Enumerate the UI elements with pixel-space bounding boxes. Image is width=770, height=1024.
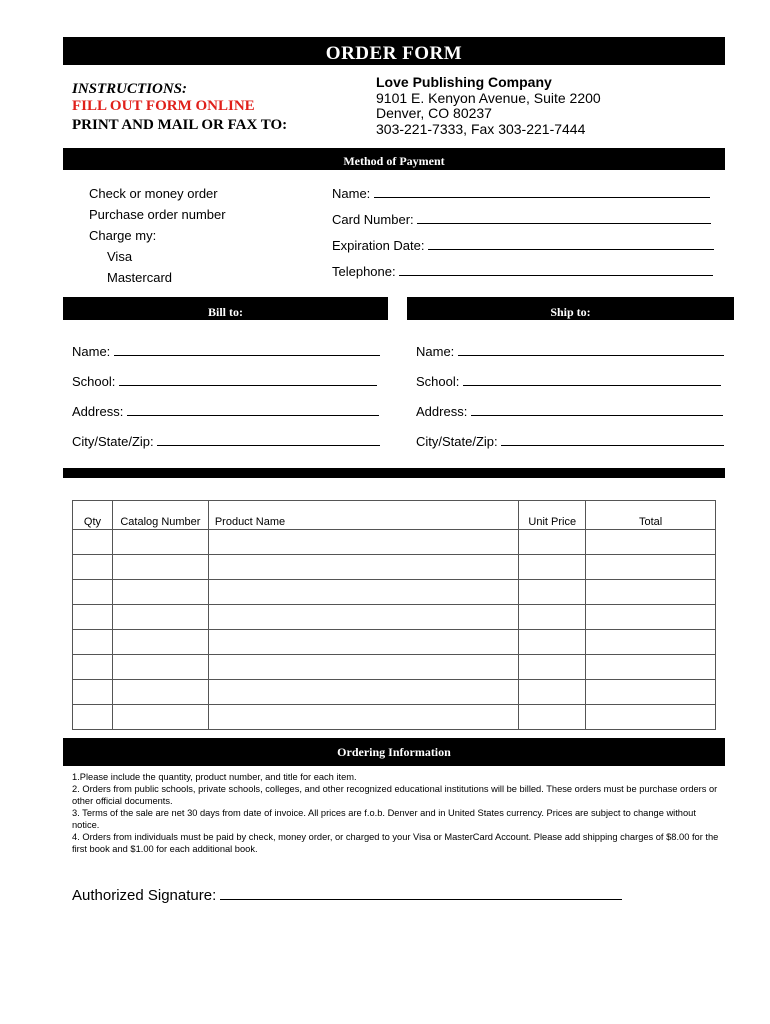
ordering-info-bar	[63, 738, 725, 766]
bill-name-label: Name:	[72, 344, 111, 359]
cell-unit-price[interactable]	[519, 705, 586, 730]
bill-address-label: Address:	[72, 404, 124, 419]
cell-unit-price[interactable]	[519, 580, 586, 605]
table-row	[73, 655, 716, 680]
cell-total[interactable]	[586, 705, 716, 730]
cell-product-name[interactable]	[208, 605, 518, 630]
bill-name-line[interactable]	[114, 343, 380, 356]
cell-catalog-number[interactable]	[112, 530, 208, 555]
cell-total[interactable]	[586, 630, 716, 655]
ship-school-line[interactable]	[463, 373, 721, 386]
cell-qty[interactable]	[73, 680, 113, 705]
cell-unit-price[interactable]	[519, 530, 586, 555]
cell-product-name[interactable]	[208, 630, 518, 655]
company-name: Love Publishing Company	[376, 74, 552, 90]
option-charge: Charge my:	[89, 228, 157, 243]
cell-unit-price[interactable]	[519, 630, 586, 655]
cell-catalog-number[interactable]	[112, 580, 208, 605]
cell-unit-price[interactable]	[519, 680, 586, 705]
payment-heading: Method of Payment	[343, 154, 445, 168]
col-product-name: Product Name	[208, 501, 518, 530]
ordering-note-1: 1.Please include the quantity, product number, and title for each item.	[72, 772, 357, 782]
instructions-heading: INSTRUCTIONS:	[72, 81, 188, 97]
ship-school-label: School:	[416, 374, 460, 389]
bill-name-field[interactable]	[72, 343, 380, 359]
table-row	[73, 605, 716, 630]
bill-city-field[interactable]	[72, 433, 380, 449]
signature-label: Authorized Signature:	[72, 887, 217, 904]
cell-catalog-number[interactable]	[112, 655, 208, 680]
instructions-print: PRINT AND MAIL OR FAX TO:	[72, 117, 288, 133]
cell-total[interactable]	[586, 655, 716, 680]
bill-to-heading: Bill to:	[208, 305, 243, 319]
section-divider	[63, 468, 725, 478]
payment-name-label: Name:	[332, 186, 371, 201]
cell-product-name[interactable]	[208, 530, 518, 555]
ordering-note-2: 2. Orders from public schools, private schools, colleges, and other recognized educational institutions will be billed. These orders must be purchase orders or other official documents.	[72, 784, 718, 806]
cell-total[interactable]	[586, 580, 716, 605]
table-header-row	[73, 501, 716, 530]
expiration-date-line[interactable]	[428, 237, 714, 250]
bill-school-field[interactable]	[72, 373, 377, 389]
cell-catalog-number[interactable]	[112, 555, 208, 580]
cell-unit-price[interactable]	[519, 605, 586, 630]
instructions-online: FILL OUT FORM ONLINE	[72, 98, 255, 114]
cell-qty[interactable]	[73, 580, 113, 605]
expiration-date-field[interactable]	[332, 237, 714, 253]
cell-product-name[interactable]	[208, 655, 518, 680]
option-check[interactable]: Check or money order	[89, 186, 218, 201]
ordering-note-3: 3. Terms of the sale are net 30 days from date of invoice. All prices are f.o.b. Denver and in United States currency. Prices are subject to change without notice.	[72, 808, 696, 830]
cell-total[interactable]	[586, 605, 716, 630]
ship-name-label: Name:	[416, 344, 455, 359]
ship-school-field[interactable]	[416, 373, 721, 389]
cell-unit-price[interactable]	[519, 555, 586, 580]
bill-address-line[interactable]	[127, 403, 379, 416]
cell-unit-price[interactable]	[519, 655, 586, 680]
company-phone: 303-221-7333, Fax 303-221-7444	[376, 121, 586, 137]
ship-to-heading: Ship to:	[550, 305, 591, 319]
company-city: Denver, CO 80237	[376, 105, 492, 121]
ship-address-label: Address:	[416, 404, 468, 419]
cell-product-name[interactable]	[208, 705, 518, 730]
bill-city-line[interactable]	[157, 433, 380, 446]
cell-product-name[interactable]	[208, 680, 518, 705]
bill-address-field[interactable]	[72, 403, 379, 419]
ship-to-bar	[407, 297, 734, 320]
ship-name-line[interactable]	[458, 343, 724, 356]
table-row	[73, 680, 716, 705]
telephone-label: Telephone:	[332, 264, 396, 279]
telephone-line[interactable]	[399, 263, 713, 276]
cell-qty[interactable]	[73, 605, 113, 630]
form-title: ORDER FORM	[325, 43, 463, 64]
table-row	[73, 580, 716, 605]
ship-city-field[interactable]	[416, 433, 724, 449]
payment-name-field[interactable]	[332, 185, 710, 201]
card-number-line[interactable]	[417, 211, 711, 224]
table-row	[73, 530, 716, 555]
ship-address-field[interactable]	[416, 403, 723, 419]
card-number-label: Card Number:	[332, 212, 414, 227]
cell-qty[interactable]	[73, 630, 113, 655]
cell-catalog-number[interactable]	[112, 705, 208, 730]
expiration-date-label: Expiration Date:	[332, 238, 425, 253]
signature-field[interactable]	[72, 885, 622, 904]
cell-total[interactable]	[586, 555, 716, 580]
cell-qty[interactable]	[73, 530, 113, 555]
option-purchase-order[interactable]: Purchase order number	[89, 207, 226, 222]
ordering-note-4: 4. Orders from individuals must be paid by check, money order, or charged to your Visa or MasterCard Account. Please add shipping charges of $8.00 for the first book and $1.00 for each additional book.	[72, 832, 719, 854]
telephone-field[interactable]	[332, 263, 713, 279]
payment-name-line[interactable]	[374, 185, 710, 198]
cell-product-name[interactable]	[208, 580, 518, 605]
company-street: 9101 E. Kenyon Avenue, Suite 2200	[376, 90, 601, 106]
bill-school-label: School:	[72, 374, 116, 389]
bill-to-bar	[63, 297, 388, 320]
table-row	[73, 705, 716, 730]
cell-catalog-number[interactable]	[112, 680, 208, 705]
ship-address-line[interactable]	[471, 403, 723, 416]
cell-catalog-number[interactable]	[112, 630, 208, 655]
col-unit-price: Unit Price	[519, 501, 586, 530]
cell-total[interactable]	[586, 680, 716, 705]
ship-name-field[interactable]	[416, 343, 724, 359]
cell-product-name[interactable]	[208, 555, 518, 580]
col-catalog-number: Catalog Number	[112, 501, 208, 530]
form-title-bar	[63, 37, 725, 65]
ship-city-label: City/State/Zip:	[416, 434, 498, 449]
option-visa[interactable]: Visa	[107, 249, 133, 264]
order-items-table	[72, 500, 716, 730]
ship-city-line[interactable]	[501, 433, 724, 446]
cell-qty[interactable]	[73, 555, 113, 580]
col-qty: Qty	[73, 501, 113, 530]
bill-city-label: City/State/Zip:	[72, 434, 154, 449]
cell-qty[interactable]	[73, 655, 113, 680]
option-mastercard[interactable]: Mastercard	[107, 270, 173, 285]
signature-line[interactable]	[220, 885, 622, 900]
table-row	[73, 555, 716, 580]
col-total: Total	[586, 501, 716, 530]
ordering-notes	[72, 771, 722, 855]
payment-section-bar	[63, 148, 725, 170]
cell-total[interactable]	[586, 530, 716, 555]
cell-qty[interactable]	[73, 705, 113, 730]
card-number-field[interactable]	[332, 211, 711, 227]
ordering-info-heading: Ordering Information	[337, 745, 451, 759]
cell-catalog-number[interactable]	[112, 605, 208, 630]
table-row	[73, 630, 716, 655]
bill-school-line[interactable]	[119, 373, 377, 386]
